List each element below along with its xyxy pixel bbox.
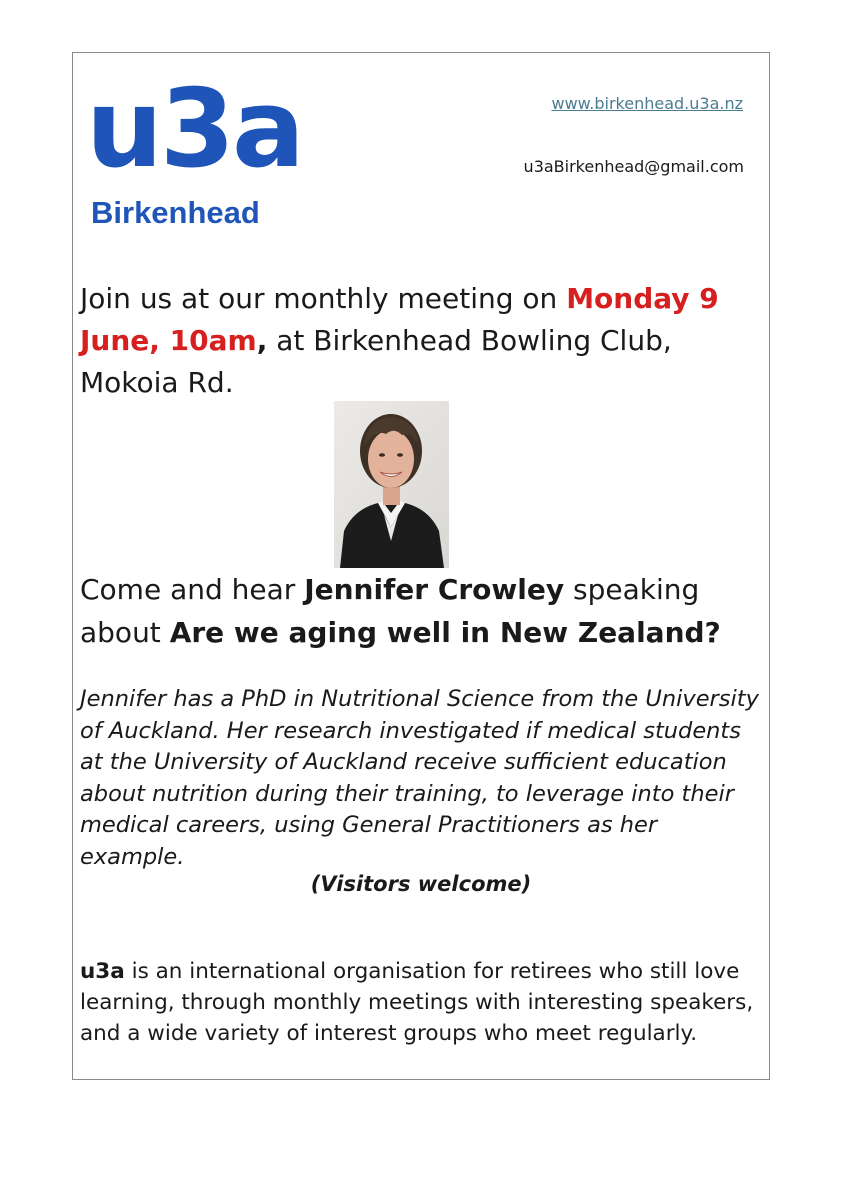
u3a-birkenhead-logo [86, 67, 302, 235]
website-link[interactable]: www.birkenhead.u3a.nz [551, 94, 743, 113]
meeting-intro: Join us at our monthly meeting on [80, 282, 567, 315]
speaker-portrait-icon [334, 401, 449, 568]
talk-prefix: Come and hear [80, 573, 305, 606]
speaker-bio: Jennifer has a PhD in Nutritional Science from the University of Auckland. Her research investigated if medical students at the University of Auckland receive sufficient education about nutrition during their training, to leverage into their medical careers, using General Practitioners as her example. [80, 686, 759, 870]
about-u3a [80, 956, 760, 1049]
talk-topic: Are we aging well in New Zealand? [169, 616, 721, 649]
talk-middle: speaking about [80, 573, 700, 649]
speaker-name: Jennifer Crowley [304, 573, 565, 606]
meeting-announcement [80, 278, 760, 404]
meeting-comma: , [256, 324, 268, 357]
meeting-venue: at Birkenhead Bowling Club, Mokoia Rd. [80, 324, 672, 399]
about-u3a-text: is an international organisation for retirees who still love learning, through monthly meetings with interesting speakers, and a wide variety of interest groups who meet regularly. [80, 959, 754, 1046]
speaker-photo [334, 401, 449, 568]
meeting-date-time: Monday 9 June, 10am [80, 282, 719, 357]
about-u3a-name: u3a [80, 959, 125, 984]
logo-mark: u3a [86, 67, 302, 192]
logo-name: Birkenhead [91, 195, 260, 230]
visitors-welcome: (Visitors welcome) [310, 872, 532, 896]
talk-announcement [80, 568, 760, 654]
email-address: u3aBirkenhead@gmail.com [523, 157, 744, 176]
